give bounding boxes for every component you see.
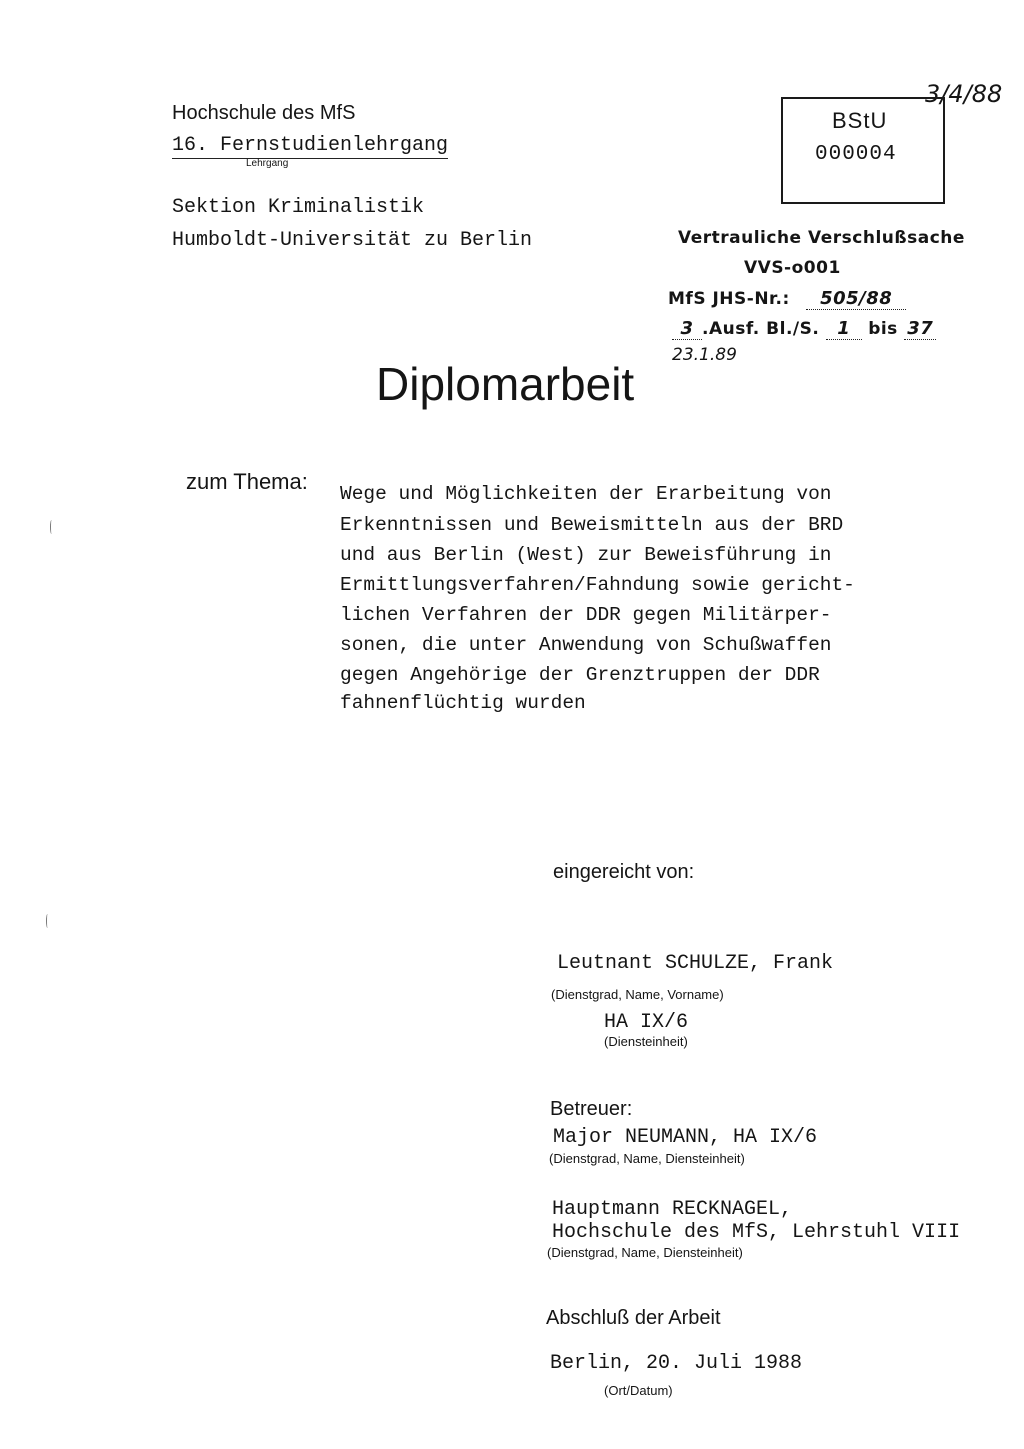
supervisors-label: Betreuer: [550,1098,633,1120]
bstu-label: BStU [832,108,888,133]
university-name: Humboldt-Universität zu Berlin [172,229,533,252]
topic-line: lichen Verfahren der DDR gegen Militärper- [340,604,832,626]
topic-line: gegen Angehörige der Grenztruppen der DDR [340,664,820,686]
institution-name: Hochschule des MfS [172,102,356,124]
supervisor-second-line2: Hochschule des MfS, Lehrstuhl VIII [552,1221,961,1244]
bis-label: bis [868,319,898,339]
section-name: Sektion Kriminalistik [172,196,425,219]
completion-caption: (Ort/Datum) [604,1383,673,1398]
registration-row [668,288,906,310]
author-caption: (Dienstgrad, Name, Vorname) [551,987,724,1002]
scan-mark [50,520,53,534]
bstu-number: 000004 [815,143,897,166]
supervisor-second-line1: Hauptmann RECKNAGEL, [552,1198,793,1221]
topic-line: Erkenntnissen und Beweismitteln aus der BRD [340,514,844,536]
document-title: Diplomarbeit [376,358,635,410]
copy-row [672,318,936,340]
supervisor-first-caption: (Dienstgrad, Name, Diensteinheit) [549,1151,745,1166]
supervisor-first: Major NEUMANN, HA IX/6 [553,1126,818,1149]
page-to: 37 [904,318,936,340]
archive-number: 3/4/88 [925,80,1003,108]
topic-line: fahnenflüchtig wurden [340,692,586,714]
completion-label: Abschluß der Arbeit [546,1307,721,1329]
unit-caption: (Diensteinheit) [604,1034,688,1049]
topic-label: zum Thema: [186,469,308,494]
registration-number: 505/88 [806,288,906,310]
course-caption: Lehrgang [246,158,289,169]
registration-label: MfS JHS-Nr.: [668,289,790,309]
author-name: Leutnant SCHULZE, Frank [557,952,834,975]
scan-mark [46,914,49,928]
classification-title: Vertrauliche Verschlußsache [678,228,965,248]
submitted-by-label: eingereicht von: [553,861,695,883]
topic-line: Wege und Möglichkeiten der Erarbeitung von [340,483,832,505]
page-from: 1 [826,318,862,340]
topic-line: Ermittlungsverfahren/Fahndung sowie gericht- [340,574,855,596]
supervisor-second-caption: (Dienstgrad, Name, Diensteinheit) [547,1245,743,1260]
author-unit: HA IX/6 [604,1011,689,1034]
classification-date: 23.1.89 [672,345,737,365]
copy-number: 3 [672,318,702,340]
topic-line: und aus Berlin (West) zur Beweisführung in [340,544,832,566]
course-name: 16. Fernstudienlehrgang [172,134,449,157]
copy-label: .Ausf. Bl./S. [702,319,820,339]
topic-line: sonen, die unter Anwendung von Schußwaffen [340,634,832,656]
classification-code: VVS-o001 [744,258,841,278]
completion-place-date: Berlin, 20. Juli 1988 [550,1352,803,1375]
